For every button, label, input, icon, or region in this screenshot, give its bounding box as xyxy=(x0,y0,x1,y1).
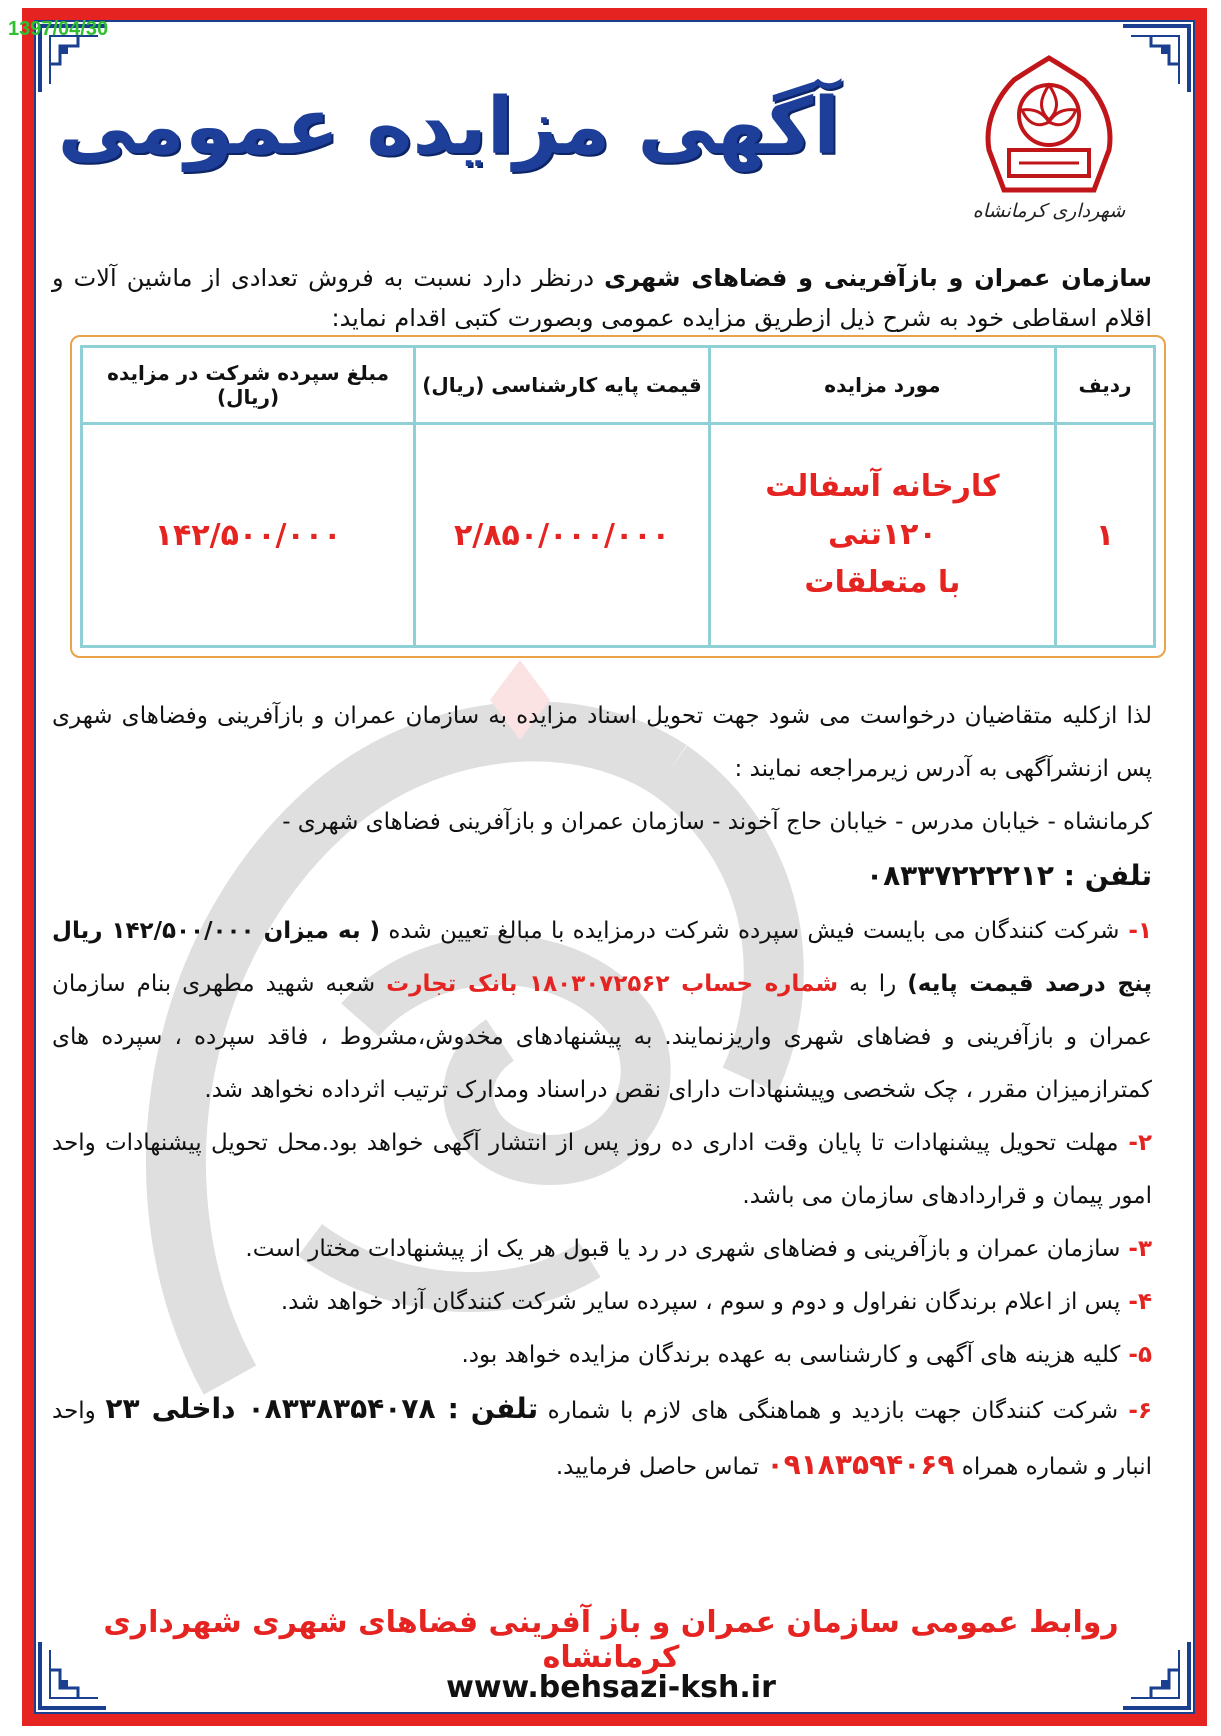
condition-6-text-a: شرکت کنندگان جهت بازدید و هماهنگی های لازم با شماره xyxy=(538,1398,1119,1424)
cell-base-price: ۲/۸۵۰/۰۰۰/۰۰۰ xyxy=(415,424,710,647)
header-item: مورد مزایده xyxy=(709,347,1055,424)
condition-5-text: کلیه هزینه های آگهی و کارشناسی به عهده برندگان مزایده خواهد بود. xyxy=(461,1342,1121,1368)
logo-caption: شهرداری کرمانشاه xyxy=(972,200,1126,222)
bank-account-text: شماره حساب ۱۸۰۳۰۷۲۵۶۲ بانک تجارت xyxy=(386,971,839,997)
condition-1-text-c: را به xyxy=(838,971,908,997)
condition-2-text: مهلت تحویل پیشنهادات تا پایان وقت اداری ده روز پس از انتشار آگهی خواهد بود.محل تحویل پیشنهادات واحد امور پیمان و قراردادهای سازمان می باشد. xyxy=(52,1130,1152,1209)
cell-deposit: ۱۴۲/۵۰۰/۰۰۰ xyxy=(82,424,415,647)
table-header-row xyxy=(82,347,1155,424)
condition-6-text-e: تماس حاصل فرمایید. xyxy=(555,1454,767,1480)
intro-org: سازمان عمران و بازآفرینی و فضاهای شهری xyxy=(604,264,1153,292)
condition-number: ۴- xyxy=(1120,1289,1152,1315)
condition-number: ۱- xyxy=(1119,918,1152,944)
intro-paragraph xyxy=(52,258,1152,338)
item-line-2: با متعلقات xyxy=(804,565,961,600)
website-url[interactable]: www.behsazi-ksh.ir xyxy=(446,1670,776,1705)
date-stamp: 1397/04/30 xyxy=(8,18,109,40)
mobile-number: ۰۹۱۸۳۵۹۴۰۶۹ xyxy=(766,1448,955,1481)
condition-3-text: سازمان عمران و بازآفرینی و فضاهای شهری در رد یا قبول هر یک از پیشنهادات مختار است. xyxy=(245,1236,1121,1262)
header-row-number: ردیف xyxy=(1056,347,1155,424)
contact-phone: تلفن : ۰۸۳۳۸۳۵۴۰۷۸ داخلی ۲۳ xyxy=(105,1392,539,1425)
deposit-amount-text: ( به میزان ۱۴۲/۵۰۰/۰۰۰ ریال پنج درصد قیمت پایه) xyxy=(52,918,1153,997)
cell-item xyxy=(709,424,1055,647)
condition-6-text-c: واحد انبار و شماره همراه xyxy=(52,1398,1152,1480)
condition-4-text: پس از اعلام برندگان نفراول و دوم و سوم ، سپرده سایر شرکت کنندگان آزاد خواهد شد. xyxy=(280,1289,1121,1315)
header-base-price: قیمت پایه کارشناسی (ریال) xyxy=(415,347,710,424)
phone-line xyxy=(52,849,1152,905)
condition-number: ۳- xyxy=(1120,1236,1152,1262)
auction-table xyxy=(80,345,1156,648)
address-line: کرمانشاه - خیابان مدرس - خیابان حاج آخوند - سازمان عمران و بازآفرینی فضاهای شهری - xyxy=(282,809,1152,835)
condition-1-text-e: شعبه شهید مطهری بنام سازمان عمران و بازآفرینی و فضاهای شهری واریزنمایند. به پیشنهادهای مخدوش،مشروط ، فاقد سپرده ، سپرده های کمترازمیزان مقرر ، چک شخصی وپیشنهادات دارای نقص دراسناد ومدارک ترتیب اثرداده نخواهد شد. xyxy=(52,971,1152,1103)
condition-5 xyxy=(52,1329,1152,1382)
table-row xyxy=(82,424,1155,647)
intro-text: درنظر دارد نسبت به فروش تعدادی از ماشین آلات و اقلام اسقاطی خود به شرح ذیل ازطریق مزایده عمومی وبصورت کتبی اقدام نماید: xyxy=(52,264,1152,332)
condition-1-text-a: شرکت کنندگان می بایست فیش سپرده شرکت درمزایده با مبالغ تعیین شده xyxy=(380,918,1120,944)
condition-1 xyxy=(52,905,1152,1117)
phone-number: ۰۸۳۳۷۲۲۲۲۱۲ xyxy=(866,859,1054,892)
kermanshah-municipality-emblem-icon xyxy=(974,50,1124,200)
announcement-body xyxy=(52,690,1152,1494)
footer-title: روابط عمومی سازمان عمران و باز آفرینی فضاهای شهری شهرداری کرمانشاه xyxy=(103,1605,1119,1675)
condition-number: ۶- xyxy=(1118,1398,1152,1424)
condition-2 xyxy=(52,1117,1152,1223)
condition-number: ۲- xyxy=(1118,1130,1153,1156)
phone-label: تلفن : xyxy=(1054,859,1152,892)
cell-row-number: ۱ xyxy=(1056,424,1155,647)
condition-3 xyxy=(52,1223,1152,1276)
item-line-1: کارخانه آسفالت ۱۲۰تنی xyxy=(765,469,1000,552)
page-title: آگهی مزایده عمومی xyxy=(57,82,840,172)
condition-4 xyxy=(52,1276,1152,1329)
header-deposit: مبلغ سپرده شرکت در مزایده (ریال) xyxy=(82,347,415,424)
municipality-logo xyxy=(954,50,1144,222)
condition-6 xyxy=(52,1382,1152,1494)
body-paragraph: لذا ازکلیه متقاضیان درخواست می شود جهت تحویل اسناد مزایده به سازمان عمران و بازآفرینی وفضاهای شهری پس ازنشرآگهی به آدرس زیرمراجعه نمایند : xyxy=(52,703,1152,782)
condition-number: ۵- xyxy=(1120,1342,1152,1368)
auction-table-frame xyxy=(70,335,1166,658)
